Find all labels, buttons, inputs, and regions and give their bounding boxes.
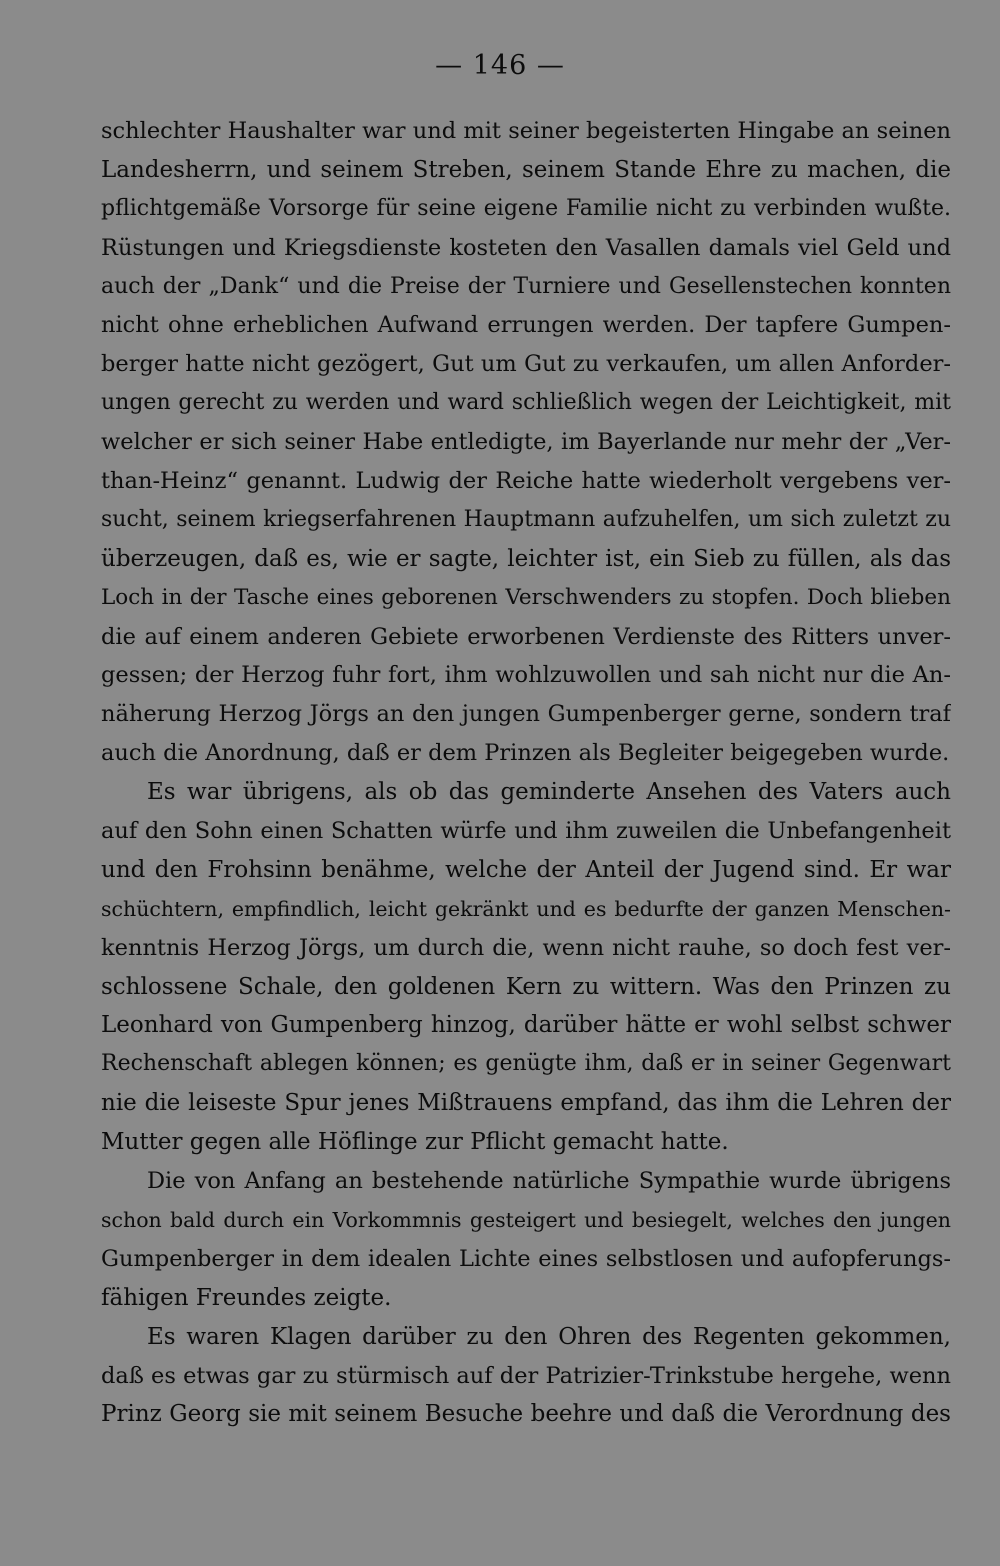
- text-line: die auf einem anderen Gebiete erworbenen Verdienste des Ritters unver-: [101, 623, 951, 650]
- text-line: gessen; der Herzog fuhr fort, ihm wohlzuwollen und sah nicht nur die An-: [101, 662, 951, 689]
- text-line: kenntnis Herzog Jörgs, um durch die, wenn nicht rauhe, so doch fest ver-: [101, 934, 951, 961]
- text-line: welcher er sich seiner Habe entledigte, im Bayerlande nur mehr der „Ver-: [101, 429, 951, 456]
- text-line: überzeugen, daß es, wie er sagte, leichter ist, ein Sieb zu füllen, als das: [101, 545, 951, 572]
- text-line: Die von Anfang an bestehende natürliche Sympathie wurde übrigens: [147, 1168, 951, 1195]
- text-line: sucht, seinem kriegserfahrenen Hauptmann aufzuhelfen, um sich zuletzt zu: [101, 506, 951, 532]
- text-line: schlechter Haushalter war und mit seiner begeisterten Hingabe an seinen: [101, 118, 951, 144]
- body-text: [101, 112, 951, 1434]
- text-line: auch der „Dank“ und die Preise der Turniere und Gesellenstechen konnten: [101, 273, 951, 299]
- text-line: Loch in der Tasche eines geborenen Verschwenders zu stopfen. Doch blieben: [101, 584, 951, 610]
- text-line: ungen gerecht zu werden und ward schließlich wegen der Leichtigkeit, mit: [101, 390, 951, 416]
- text-line: Prinz Georg sie mit seinem Besuche beehre und daß die Verordnung des: [101, 1401, 951, 1428]
- text-line: Landesherrn, und seinem Streben, seinem Stande Ehre zu machen, die: [101, 156, 951, 183]
- text-line: pflichtgemäße Vorsorge für seine eigene Familie nicht zu verbinden wußte.: [101, 195, 951, 221]
- text-line: Leonhard von Gumpenberg hinzog, darüber hätte er wohl selbst schwer: [101, 1012, 951, 1039]
- text-line: daß es etwas gar zu stürmisch auf der Patrizier-Trinkstube hergehe, wenn: [101, 1362, 951, 1389]
- text-line: schon bald durch ein Vorkommnis gesteigert und besiegelt, welches den jungen: [101, 1207, 951, 1232]
- text-line: fähigen Freundes zeigte.: [101, 1284, 392, 1311]
- text-line: schüchtern, empfindlich, leicht gekränkt und es bedurfte der ganzen Menschen-: [101, 896, 951, 921]
- text-line: nicht ohne erheblichen Aufwand errungen werden. Der tapfere Gumpen-: [101, 312, 951, 339]
- text-line: Es war übrigens, als ob das geminderte Ansehen des Vaters auch: [147, 779, 951, 806]
- text-line: schlossene Schale, den goldenen Kern zu wittern. Was den Prinzen zu: [101, 973, 951, 1000]
- text-line: Gumpenberger in dem idealen Lichte eines selbstlosen und aufopferungs-: [101, 1245, 951, 1272]
- page-number: — 146 —: [435, 50, 565, 81]
- text-line: than-Heinz“ genannt. Ludwig der Reiche hatte wiederholt vergebens ver-: [101, 468, 951, 495]
- text-line: auch die Anordnung, daß er dem Prinzen als Begleiter beigegeben wurde.: [101, 740, 950, 767]
- text-line: auf den Sohn einen Schatten würfe und ihm zuweilen die Unbefangenheit: [101, 818, 951, 845]
- text-line: näherung Herzog Jörgs an den jungen Gumpenberger gerne, sondern traf: [101, 701, 951, 728]
- text-line: Es waren Klagen darüber zu den Ohren des Regenten gekommen,: [147, 1323, 951, 1350]
- text-line: Rechenschaft ablegen können; es genügte ihm, daß er in seiner Gegenwart: [101, 1051, 951, 1077]
- text-line: und den Frohsinn benähme, welche der Anteil der Jugend sind. Er war: [101, 856, 951, 883]
- text-line: nie die leiseste Spur jenes Mißtrauens empfand, das ihm die Lehren der: [101, 1090, 951, 1117]
- text-line: berger hatte nicht gezögert, Gut um Gut zu verkaufen, um allen Anforder-: [101, 351, 951, 378]
- text-line: Mutter gegen alle Höflinge zur Pflicht gemacht hatte.: [101, 1129, 729, 1156]
- text-line: Rüstungen und Kriegsdienste kosteten den Vasallen damals viel Geld und: [101, 234, 951, 261]
